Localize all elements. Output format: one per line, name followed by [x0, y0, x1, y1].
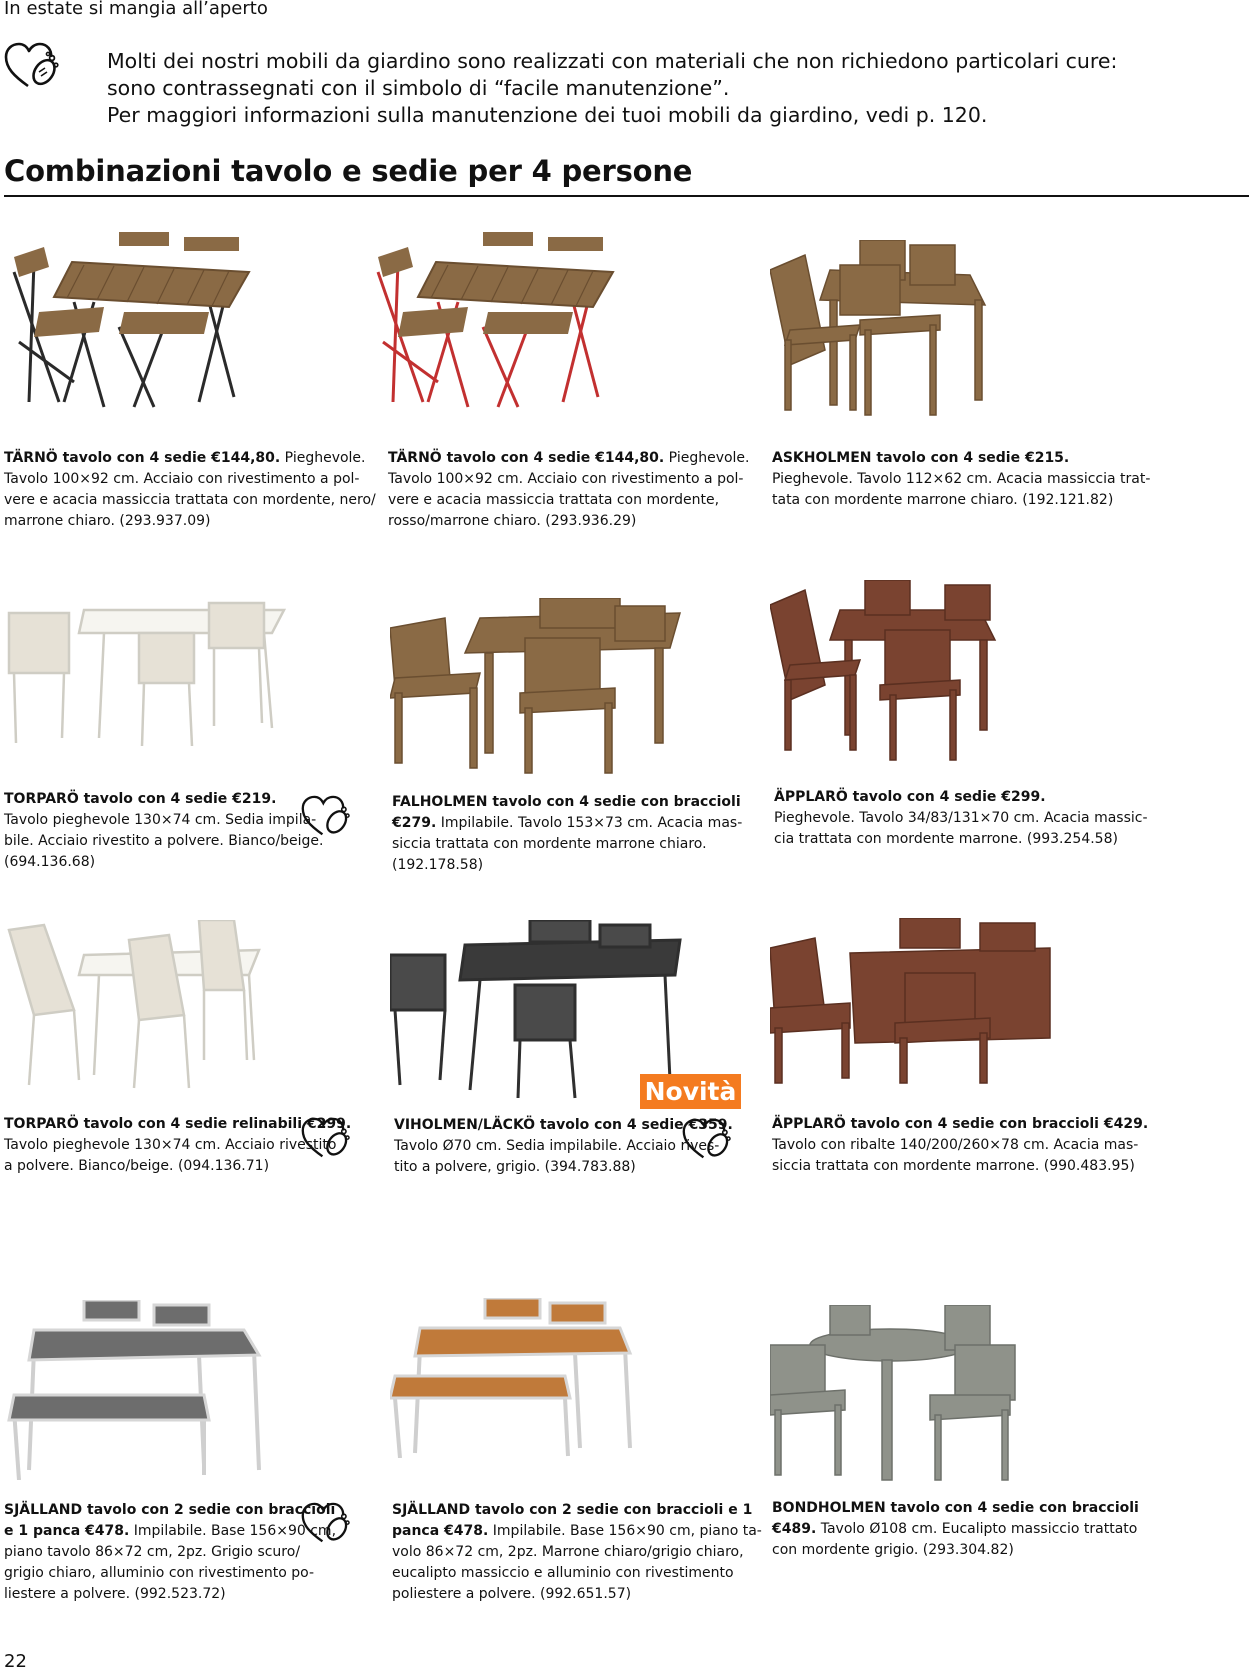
tarno-black-image: [4, 232, 254, 414]
caption-line: (192.178.58): [392, 857, 484, 873]
caption-line: tata con mordente marrone chiaro. (192.121.82): [772, 492, 1114, 508]
caption-line: Tavolo 100×92 cm. Acciaio con rivestimento a pol-: [4, 471, 360, 487]
product-caption-torparo-299: [4, 1114, 351, 1177]
caption-line: Tavolo pieghevole 130×74 cm. Acciaio rivestito: [4, 1137, 337, 1153]
torparo-299-image: [4, 920, 269, 1090]
torparo-219-image: [4, 598, 289, 748]
easy-care-heart-icon: [4, 42, 60, 90]
caption-line: e 1 panca €478. Impilabile. Base 156×90 cm,: [4, 1523, 337, 1539]
caption-line: SJÄLLAND tavolo con 2 sedie con braccioli: [4, 1502, 336, 1518]
heading-divider: [4, 195, 1249, 197]
caption-line: ÄPPLARÖ tavolo con 4 sedie con braccioli €429.: [772, 1116, 1149, 1132]
caption-line: Tavolo Ø70 cm. Sedia impilabile. Acciaio rives-: [394, 1138, 720, 1154]
applaro-429-image: [770, 918, 1060, 1088]
caption-line: Pieghevole. Tavolo 112×62 cm. Acacia massiccia trat-: [772, 471, 1151, 487]
caption-line: poliestere a polvere. (992.651.57): [392, 1586, 632, 1602]
caption-line: Tavolo pieghevole 130×74 cm. Sedia impila-: [4, 812, 317, 828]
viholmen-image: [390, 920, 690, 1100]
caption-line: TORPARÖ tavolo con 4 sedie relinabili €299.: [4, 1116, 352, 1132]
caption-line: ASKHOLMEN tavolo con 4 sedie €215.: [772, 450, 1070, 466]
intro-line: Per maggiori informazioni sulla manutenzione dei tuoi mobili da giardino, vedi p. 120.: [107, 103, 988, 127]
caption-line: VIHOLMEN/LÄCKÖ tavolo con 4 sedie €359.: [394, 1117, 733, 1133]
caption-line: bile. Acciaio rivestito a polvere. Bianco/beige.: [4, 833, 324, 849]
intro-line: Molti dei nostri mobili da giardino sono realizzati con materiali che non richiedono particolari cure:: [107, 49, 1118, 73]
caption-line: SJÄLLAND tavolo con 2 sedie con braccioli e 1: [392, 1502, 753, 1518]
intro-text: [107, 48, 1207, 129]
product-caption-tarno-red: [388, 448, 750, 532]
tarno-red-image: [368, 232, 618, 414]
caption-line: BONDHOLMEN tavolo con 4 sedie con braccioli: [772, 1500, 1139, 1516]
product-caption-viholmen: [394, 1115, 733, 1178]
product-caption-sjalland-brown: [392, 1500, 762, 1605]
page-number: 22: [4, 1651, 27, 1671]
page-title: Combinazioni tavolo e sedie per 4 persone: [4, 154, 693, 188]
caption-line: TÄRNÖ tavolo con 4 sedie €144,80. Pieghevole.: [388, 450, 750, 466]
product-caption-applaro-299: [774, 787, 1148, 850]
product-caption-bondholmen: [772, 1498, 1139, 1561]
product-caption-torparo-219: [4, 789, 324, 873]
caption-line: cia trattata con mordente marrone. (993.254.58): [774, 831, 1118, 847]
caption-line: siccia trattata con mordente marrone. (990.483.95): [772, 1158, 1135, 1174]
caption-line: TÄRNÖ tavolo con 4 sedie €144,80. Pieghevole.: [4, 450, 366, 466]
caption-line: ÄPPLARÖ tavolo con 4 sedie €299.: [774, 789, 1046, 805]
falholmen-image: [390, 598, 690, 778]
caption-line: TORPARÖ tavolo con 4 sedie €219.: [4, 791, 277, 807]
product-caption-askholmen: [772, 448, 1150, 511]
caption-line: siccia trattata con mordente marrone chiaro.: [392, 836, 707, 852]
sjalland-brown-image: [390, 1298, 640, 1458]
product-caption-sjalland-grey: [4, 1500, 336, 1605]
caption-line: grigio chiaro, alluminio con rivestimento po-: [4, 1565, 315, 1581]
caption-line: con mordente grigio. (293.304.82): [772, 1542, 1014, 1558]
caption-line: tito a polvere, grigio. (394.783.88): [394, 1159, 636, 1175]
caption-line: eucalipto massiccio e alluminio con rivestimento: [392, 1565, 734, 1581]
caption-line: piano tavolo 86×72 cm, 2pz. Grigio scuro/: [4, 1544, 301, 1560]
caption-line: Pieghevole. Tavolo 34/83/131×70 cm. Acacia massic-: [774, 810, 1148, 826]
caption-line: vere e acacia massiccia trattata con mordente,: [388, 492, 720, 508]
caption-line: FALHOLMEN tavolo con 4 sedie con braccioli: [392, 794, 741, 810]
product-caption-applaro-429: [772, 1114, 1148, 1177]
caption-line: volo 86×72 cm, 2pz. Marrone chiaro/grigio chiaro,: [392, 1544, 744, 1560]
new-badge: Novità: [640, 1074, 741, 1109]
caption-line: Tavolo con ribalte 140/200/260×78 cm. Acacia mas-: [772, 1137, 1139, 1153]
caption-line: marrone chiaro. (293.937.09): [4, 513, 211, 529]
caption-line: liestere a polvere. (992.523.72): [4, 1586, 226, 1602]
intro-line: sono contrassegnati con il simbolo di “facile manutenzione”.: [107, 76, 730, 100]
caption-line: a polvere. Bianco/beige. (094.136.71): [4, 1158, 270, 1174]
product-caption-tarno-black: [4, 448, 376, 532]
caption-line: panca €478. Impilabile. Base 156×90 cm, piano ta-: [392, 1523, 762, 1539]
applaro-299-image: [770, 580, 1015, 765]
sjalland-grey-image: [4, 1300, 269, 1480]
caption-line: vere e acacia massiccia trattata con mordente, nero/: [4, 492, 376, 508]
caption-line: Tavolo 100×92 cm. Acciaio con rivestimento a pol-: [388, 471, 744, 487]
bondholmen-image: [770, 1305, 1020, 1485]
section-label: In estate si mangia all’aperto: [4, 0, 268, 19]
caption-line: €279. Impilabile. Tavolo 153×73 cm. Acacia mas-: [392, 815, 743, 831]
askholmen-image: [770, 240, 1015, 425]
caption-line: €489. Tavolo Ø108 cm. Eucalipto massiccio trattato: [772, 1521, 1138, 1537]
caption-line: rosso/marrone chiaro. (293.936.29): [388, 513, 637, 529]
caption-line: (694.136.68): [4, 854, 96, 870]
product-caption-falholmen: [392, 792, 742, 876]
